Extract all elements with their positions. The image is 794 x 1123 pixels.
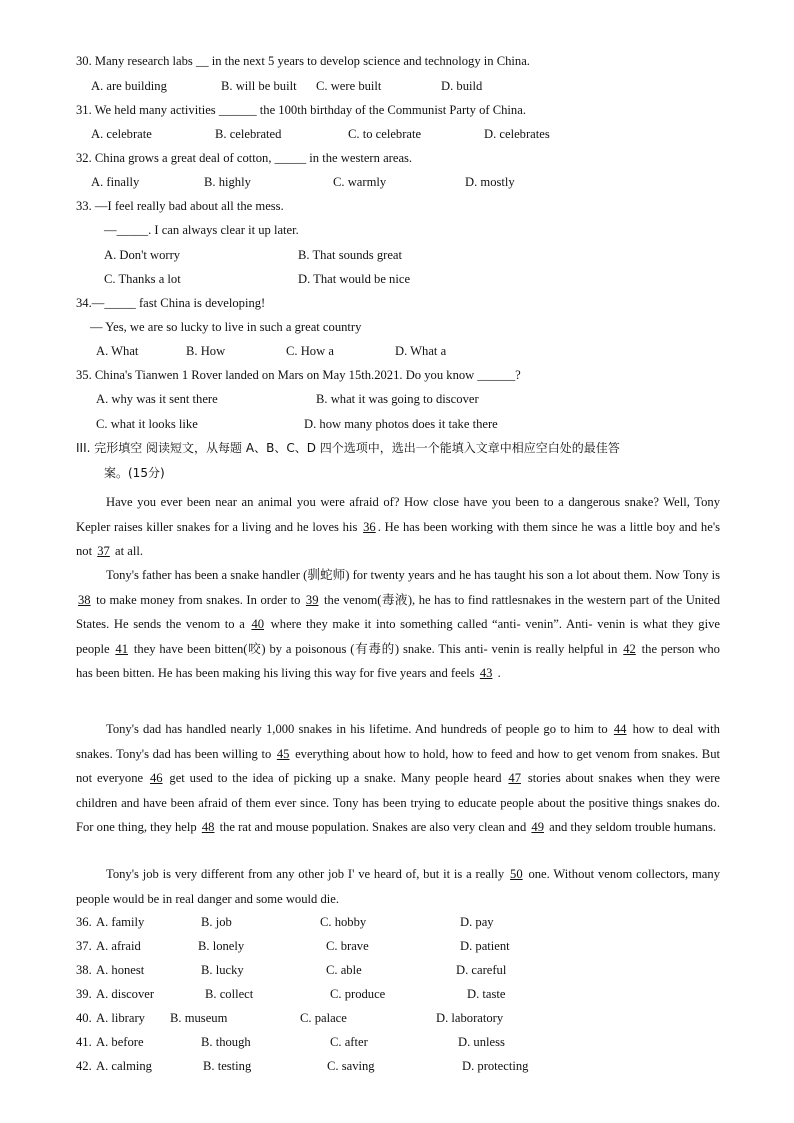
blank-36: 36 [363, 519, 376, 534]
q33-option-c: C. Thanks a lot [104, 272, 181, 286]
answer-42-option-c: C. saving [327, 1059, 375, 1073]
answer-41-number: 41. [76, 1035, 92, 1049]
answer-41-option-d: D. unless [458, 1035, 505, 1049]
section-title-cont: 案。(15分) [104, 466, 165, 480]
blank-48: 48 [201, 820, 215, 835]
q31-option-a: A. celebrate [91, 127, 152, 141]
answer-42-option-a: A. calming [96, 1059, 152, 1073]
q32-option-d: D. mostly [465, 175, 515, 189]
blank-47: 47 [508, 771, 521, 786]
answer-41-option-b: B. though [201, 1035, 251, 1049]
answer-41-option-a: A. before [96, 1035, 144, 1049]
answer-39-option-c: C. produce [330, 987, 386, 1001]
blank-45: 45 [276, 746, 290, 761]
answer-38-option-b: B. lucky [201, 963, 244, 977]
blank-43: 43 [479, 666, 493, 681]
q35-option-b: B. what it was going to discover [316, 392, 479, 406]
q34-option-d: D. What a [395, 344, 447, 358]
blank-38: 38 [78, 592, 91, 607]
question-34-stem: 34.—_____ fast China is developing! [76, 296, 266, 310]
section-title: III. 完形填空 阅读短文，从每题 A、B、C、D 四个选项中，选出一个能填入文章中相应空白处的最佳答 [76, 441, 620, 455]
blank-49: 49 [531, 820, 545, 835]
q30-option-d: D. build [441, 79, 483, 93]
q35-option-a: A. why was it sent there [96, 392, 218, 406]
answer-36-option-a: A. family [96, 915, 145, 929]
answer-37-option-c: C. brave [326, 939, 369, 953]
q32-option-a: A. finally [91, 175, 140, 189]
q35-option-d: D. how many photos does it take there [304, 417, 498, 431]
answer-39-option-d: D. taste [467, 987, 506, 1001]
q34-option-c: C. How a [286, 344, 334, 358]
question-35-stem: 35. China's Tianwen 1 Rover landed on Mars on May 15th.2021. Do you know ______? [76, 368, 521, 382]
answer-38-option-a: A. honest [96, 963, 145, 977]
passage-paragraph-3: Tony's dad has handled nearly 1,000 snakes in his lifetime. And hundreds of people go to him to 44 how to deal with snakes. Tony's dad has been willing to 45 everything about how to hold, how to feed and how to get venom from snakes. But not everyone 46 get used to the idea of picking up a snake. Many people heard 47 stories about snakes when they were children and have been afraid of them ever since. Tony has been trying to educate people about the positive things snakes do. For one thing, they help 48 the rat and mouse population. Snakes are also very clean and 49 and they seldom trouble humans. [76, 722, 720, 835]
answer-36-number: 36. [76, 915, 92, 929]
q32-option-b: B. highly [204, 175, 251, 189]
q31-option-c: C. to celebrate [348, 127, 422, 141]
answer-38-number: 38. [76, 963, 92, 977]
question-33-stem: 33. —I feel really bad about all the mess. [76, 199, 284, 213]
answer-39-option-a: A. discover [96, 987, 155, 1001]
passage-paragraph-4: Tony's job is very different from any other job I' ve heard of, but it is a really 50 one. Without venom collectors, many people would be in real danger and some would die. [76, 867, 720, 906]
answer-38-option-c: C. able [326, 963, 362, 977]
q32-option-c: C. warmly [333, 175, 387, 189]
question-30-stem: 30. Many research labs __ in the next 5 years to develop science and technology in China. [76, 54, 530, 68]
answer-39-option-b: B. collect [205, 987, 254, 1001]
answer-36-option-b: B. job [201, 915, 232, 929]
blank-40: 40 [251, 617, 265, 632]
q30-option-c: C. were built [316, 79, 382, 93]
blank-42: 42 [623, 641, 636, 656]
answer-42-option-d: D. protecting [462, 1059, 529, 1073]
answer-40-option-c: C. palace [300, 1011, 347, 1025]
answer-38-option-d: D. careful [456, 963, 507, 977]
answer-42-option-b: B. testing [203, 1059, 252, 1073]
blank-41: 41 [115, 641, 128, 656]
passage-paragraph-2: Tony's father has been a snake handler (驯蛇师) for twenty years and he has taught his son a lot about them. Now Tony is 38 to make money from snakes. In order to 39 the venom(毒液), he has to find rattlesnakes in the western part of the United States. He sends the venom to a 40 where they make it into something called “anti- venin”. Anti- venin is what they give people 41 they have been bitten(咬) by a poisonous (有毒的) snake. This anti- venin is really helpful in 42 the person who has been bitten. He has been making his living this way for five years and feels 43 . [76, 568, 720, 681]
blank-39: 39 [305, 592, 319, 607]
q34-option-b: B. How [186, 344, 226, 358]
blank-37: 37 [97, 544, 110, 559]
passage-paragraph-1: Have you ever been near an animal you were afraid of? How close have you been to a dangerous snake? Well, Tony Kepler raises killer snakes for a living and he loves his 36 . He has been working with them since he was a little boy and he's not 37 at all. [76, 495, 720, 559]
answer-37-option-a: A. afraid [96, 939, 141, 953]
q34-option-a: A. What [96, 344, 139, 358]
q31-option-d: D. celebrates [484, 127, 550, 141]
question-31-stem: 31. We held many activities ______ the 100th birthday of the Communist Party of China. [76, 103, 526, 117]
q30-option-b: B. will be built [221, 79, 297, 93]
question-32-stem: 32. China grows a great deal of cotton, _____ in the western areas. [76, 151, 413, 165]
answer-39-number: 39. [76, 987, 92, 1001]
answer-36-option-d: D. pay [460, 915, 494, 929]
question-33-dialog: —_____. I can always clear it up later. [104, 223, 299, 237]
q31-option-b: B. celebrated [215, 127, 282, 141]
answer-40-option-b: B. museum [170, 1011, 228, 1025]
answer-40-option-d: D. laboratory [436, 1011, 504, 1025]
blank-50: 50 [510, 867, 523, 881]
answer-42-number: 42. [76, 1059, 92, 1073]
answer-36-option-c: C. hobby [320, 915, 367, 929]
q35-option-c: C. what it looks like [96, 417, 198, 431]
answer-41-option-c: C. after [330, 1035, 368, 1049]
q33-option-d: D. That would be nice [298, 272, 411, 286]
question-34-dialog: — Yes, we are so lucky to live in such a great country [90, 320, 362, 334]
answer-37-number: 37. [76, 939, 92, 953]
answer-37-option-b: B. lonely [198, 939, 245, 953]
answer-40-number: 40. [76, 1011, 92, 1025]
q30-option-a: A. are building [91, 79, 167, 93]
q33-option-a: A. Don't worry [104, 248, 181, 262]
answer-37-option-d: D. patient [460, 939, 510, 953]
answer-40-option-a: A. library [96, 1011, 145, 1025]
blank-44: 44 [613, 722, 627, 736]
q33-option-b: B. That sounds great [298, 248, 403, 262]
blank-46: 46 [149, 771, 163, 786]
